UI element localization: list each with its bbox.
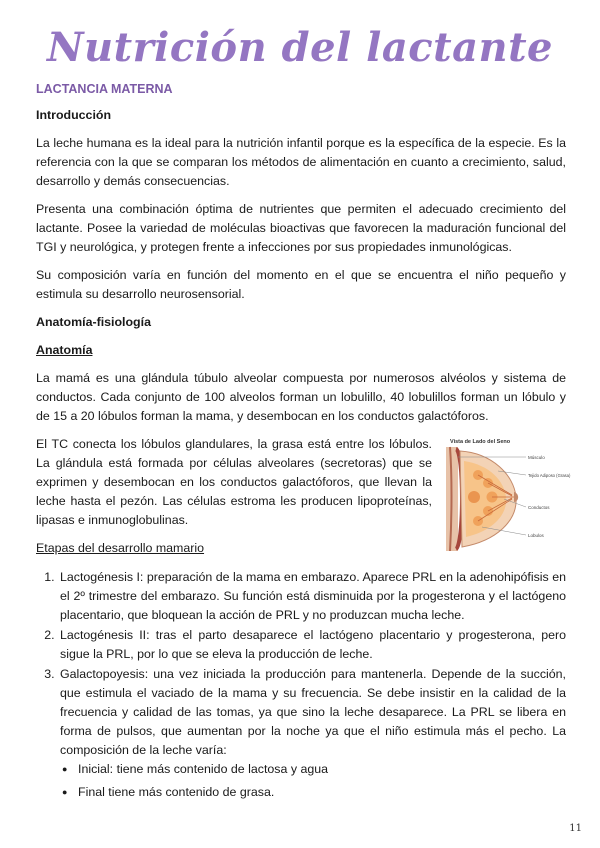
figure-title: Vista de Lado del Seno xyxy=(450,439,511,445)
anatomy-subheading: Anatomía xyxy=(36,343,93,357)
figure-label-fat: Tejido Adiposo (Grasa) xyxy=(528,473,571,478)
figure-label-ducts: Conductos xyxy=(528,505,550,510)
breast-anatomy-figure xyxy=(442,435,571,553)
list-item: 2. Lactogénesis II: tras el parto desaparece el lactógeno placentario y progesterona, pero sigue la PRL, por lo que se eleva la producción de leche. xyxy=(58,626,566,664)
list-item: ● Final tiene más contenido de grasa. xyxy=(78,783,566,802)
list-item-text: Galactopoyesis: una vez iniciada la producción para mantenerla. Depende de la succión, que estimula el vaciado de la mama y su frecuencia. Se debe insistir en la calidad de la frecuencia y calidad de las tomas, ya que sino la leche desaparece. La PRL se libera en forma de pulsos, que aumentan por la noche ya que el niño estimula más el pecho. La composición de la leche varía: xyxy=(60,667,566,757)
intro-paragraph-3: Su composición varía en función del momento en el que se encuentra el niño pequeño y estimula su desarrollo neurosensorial. xyxy=(36,268,566,301)
breast-anatomy-illustration xyxy=(442,435,571,553)
intro-paragraph-2: Presenta una combinación óptima de nutrientes que permiten el adecuado crecimiento del lactante. Posee la variedad de moléculas bioactivas que favorecen la maduración funcional del TGI y neurológica, y protegen frente a infecciones por sus propiedades inmunológicas. xyxy=(36,202,566,254)
anatomy-heading: Anatomía-fisiología xyxy=(36,315,151,329)
anatomy-paragraph-1: La mamá es una glándula túbulo alveolar compuesta por numerosos alvéolos y sistema de conductos. Cada conjunto de 100 alveolos forman un lobulillo, 40 lobulillos forman un lóbulo y de 15 a 20 lóbulos forman la mama, y desembocan en los conductos galactóforos. xyxy=(36,371,566,423)
figure-label-muscle: Músculo xyxy=(528,455,545,460)
section-label: LACTANCIA MATERNA xyxy=(36,82,173,96)
intro-heading: Introducción xyxy=(36,108,112,122)
page-title: Nutrición del lactante xyxy=(46,24,554,71)
milk-composition-list xyxy=(60,760,566,802)
anatomy-paragraph-2: El TC conecta los lóbulos glandulares, la grasa está entre los lóbulos. La glándula está formada por células alveolares (secretoras) que se exprimen y desembocan en los conductos galactóforos, que llevan la leche hasta el pezón. Las células estroma les producen lipoproteínas, lipasas e inmunoglobulinas. xyxy=(36,437,432,527)
list-item xyxy=(58,665,566,802)
stages-list xyxy=(36,568,566,802)
list-item: 1. Lactogénesis I: preparación de la mama en embarazo. Aparece PRL en la adenohipófisis en el 2º trimestre del embarazo. Su función está disminuida por la progesterona y el lactógeno placentario, que bloquean la acción de PRL y no produzcan mucha leche. xyxy=(58,568,566,625)
page-number: 11 xyxy=(569,823,582,834)
list-item: ● Inicial: tiene más contenido de lactosa y agua xyxy=(78,760,566,779)
document-body xyxy=(36,104,571,806)
stages-heading: Etapas del desarrollo mamario xyxy=(36,541,205,555)
intro-paragraph-1: La leche humana es la ideal para la nutrición infantil porque es la específica de la especie. Es la referencia con la que se comparan los métodos de alimentación en cuanto a crecimiento, salud, desarrollo y demás consecuencias. xyxy=(36,136,566,188)
figure-label-lobules: Lobulos xyxy=(528,533,544,538)
